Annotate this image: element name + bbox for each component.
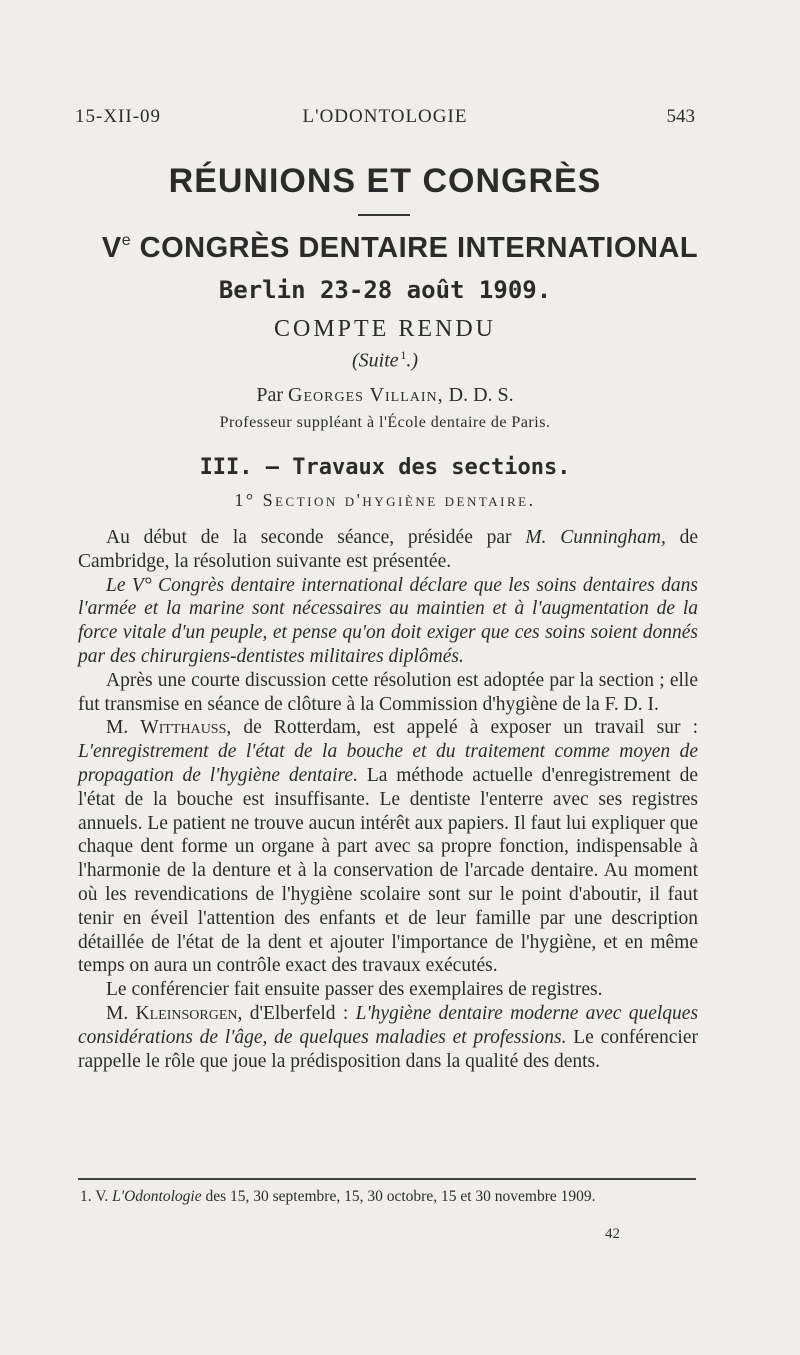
report-label: COMPTE RENDU [273, 316, 496, 342]
p4-text-a: de Rotterdam, est appelé à exposer un travail sur : [243, 717, 698, 739]
p4-speaker-name: Witthauss, [140, 717, 232, 739]
p2-resolution: Le V° Congrès dentaire international déclare que les soins dentaires dans l'armée et la marine sont nécessaires au maintien et à l'augmentation de la force vitale d'un peuple, et pense qu'on doit exiger que ces soins soient donnés par des chirurgiens-dentistes militaires diplômés. [78, 574, 698, 667]
suite-text: (Suite [352, 349, 399, 372]
footnote [78, 1188, 700, 1206]
part-number: III. [199, 455, 253, 480]
continued-label [0, 348, 770, 373]
subsection-number: 1° [234, 490, 256, 510]
p6-prefix: M. [106, 1002, 129, 1024]
p4-text-b: La méthode actuelle d'enregistrement de l'état de la bouche est insuffisante. Le dentiste l'enterre avec ses registres annuels. Le patient ne trouve aucun intérêt aux papiers. Il faut lui expliquer que chaque dent forme un organe à part avec sa propre fonction, indispensable à l'harmonie de la denture et à la conservation de l'arcade dentaire. Au moment où les revendications de l'hygiène scolaire sont sur le point d'aboutir, il faut tenir en éveil l'attention des enfants et de leur famille par une description détaillée de l'état de la dent et ajouter l'importance de l'hygiène, et en même temps on aura un contrôle exact des travaux exécutés. [78, 764, 699, 977]
running-head [75, 106, 695, 136]
part-heading [0, 455, 770, 480]
subsection-heading [0, 490, 770, 511]
footnote-rule [78, 1178, 696, 1180]
paragraph-2 [78, 574, 698, 669]
journal-name: L'ODONTOLOGIE [302, 106, 468, 127]
paragraph-1 [78, 526, 698, 574]
p5-text: Le conférencier fait ensuite passer des exemplaires de registres. [106, 979, 603, 1001]
p1-text-b: de Cambridge, la résolution suivante est présentée. [78, 527, 699, 572]
p6-text-b: Le conférencier rappelle le rôle que joue la prédisposition dans la qualité des dents. [78, 1026, 698, 1072]
p6-speaker-name: Kleinsorgen, [135, 1002, 243, 1024]
p3-text: Après une courte discussion cette résolution est adoptée par la section ; elle fut transmise en séance de clôture à la Commission d'hygiène de la F. D. I. [78, 669, 698, 715]
suite-close: .) [406, 349, 418, 372]
paragraph-6 [78, 1002, 698, 1073]
congress-ordinal-sup: e [121, 232, 132, 249]
p1-president-name: M. Cunningham, [525, 527, 666, 548]
author-name: Georges Villain, [288, 384, 444, 406]
author-prefix: Par [256, 384, 284, 406]
paragraph-3 [78, 669, 698, 717]
p6-text-a: d'Elberfeld : [249, 1002, 349, 1024]
dateline: Berlin 23-28 août 1909. [218, 276, 552, 304]
author-degree: D. D. S. [448, 384, 514, 406]
article-body [78, 526, 698, 1073]
signature-mark: 42 [605, 1226, 620, 1242]
title-divider [358, 214, 410, 216]
paragraph-5 [78, 978, 698, 1002]
p1-text-a: Au début de la seconde séance, présidée par [106, 527, 512, 548]
author-line [0, 384, 770, 407]
part-title: — Travaux des sections. [265, 455, 571, 480]
section-title: RÉUNIONS ET CONGRÈS [168, 162, 602, 200]
p4-talk-title: L'enregistrement de l'état de la bouche et du traitement comme moyen de propagation de l'hygiène dentaire. [78, 741, 698, 786]
suite-note-ref: 1 [400, 348, 407, 362]
footnote-number: 1. V. [80, 1188, 109, 1205]
p6-talk-title: L'hygiène dentaire moderne avec quelques considérations de l'âge, de quelques maladies et professions. [78, 1002, 699, 1048]
subsection-title: Section d'hygiène dentaire. [262, 490, 536, 510]
footnote-text: des 15, 30 septembre, 15, 30 octobre, 15 et 30 novembre 1909. [205, 1188, 596, 1205]
issue-date: 15-XII-09 [75, 106, 162, 127]
author-affiliation: Professeur suppléant à l'École dentaire de Paris. [219, 414, 551, 431]
congress-name: CONGRÈS DENTAIRE INTERNATIONAL [139, 232, 699, 264]
page-number: 543 [666, 106, 695, 127]
p4-prefix: M. [106, 717, 129, 739]
congress-title [0, 232, 800, 265]
paragraph-4 [78, 716, 698, 978]
congress-ordinal: V [101, 232, 122, 264]
footnote-journal: L'Odontologie [112, 1188, 202, 1205]
